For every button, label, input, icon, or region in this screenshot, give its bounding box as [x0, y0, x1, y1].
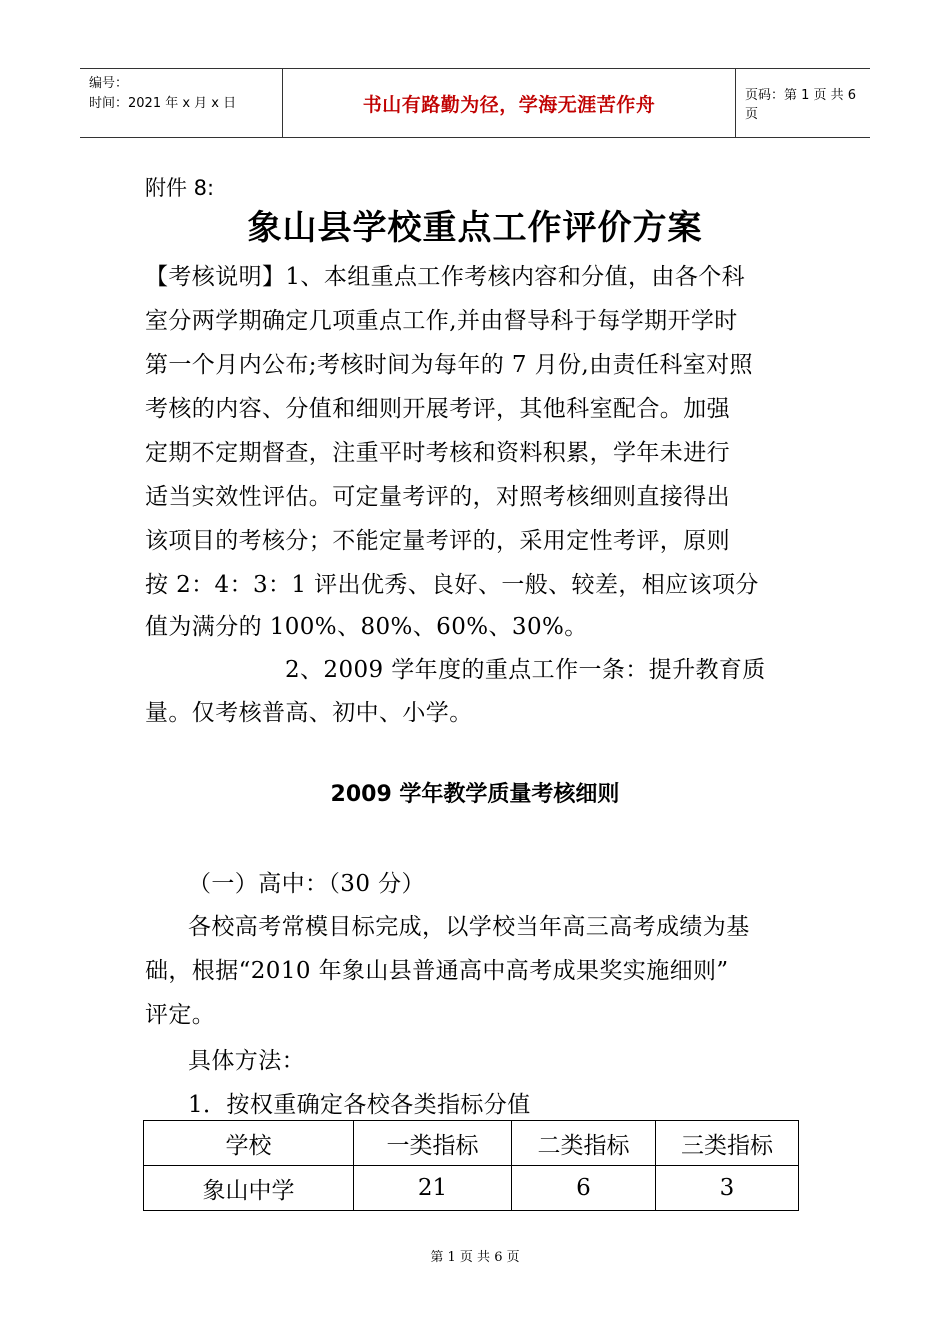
intro-line: 适当实效性评估。可定量考评的，对照考核细则直接得出 — [145, 484, 730, 510]
table-header-cell: 一类指标 — [354, 1121, 512, 1166]
header-page-info: 页码：第 1 页 共 6 页 — [745, 88, 857, 122]
intro-line: 定期不定期督查，注重平时考核和资料积累，学年未进行 — [145, 440, 730, 466]
page-footer: 第 1 页 共 6 页 — [430, 1250, 520, 1265]
body-line: 础，根据“2010 年象山县普通高中高考成果奖实施细则” — [145, 958, 729, 984]
body-line: 各校高考常模目标完成，以学校当年高三高考成绩为基 — [188, 914, 750, 940]
table-header-row — [144, 1121, 799, 1166]
index-table — [143, 1120, 799, 1211]
intro-line: 按 2：4：3：1 评出优秀、良好、一般、较差，相应该项分 — [145, 572, 759, 598]
section-heading: （一）高中：（30 分） — [188, 871, 425, 897]
intro-line: 该项目的考核分；不能定量考评的，采用定性考评，原则 — [145, 528, 730, 554]
header-motto-cell — [282, 69, 736, 137]
body-line: 评定。 — [145, 1002, 216, 1028]
motto-text: 书山有路勤为径，学海无涯苦作舟 — [362, 93, 656, 116]
table-cell: 3 — [656, 1166, 799, 1211]
table-cell: 6 — [512, 1166, 656, 1211]
document-title: 象山县学校重点工作评价方案 — [247, 208, 703, 248]
table-header-cell: 二类指标 — [512, 1121, 656, 1166]
header-left-cell — [80, 69, 282, 137]
table-cell: 21 — [354, 1166, 512, 1211]
point2-line: 2、2009 学年度的重点工作一条：提升教育质 — [285, 657, 766, 683]
point2-line: 量。仅考核普高、初中、小学。 — [145, 700, 473, 726]
table-cell: 象山中学 — [144, 1166, 354, 1211]
table-row — [144, 1166, 799, 1211]
number-label: 编号： — [89, 76, 129, 91]
intro-line: 室分两学期确定几项重点工作,并由督导科于每学期开学时 — [145, 308, 738, 334]
method-item: 1．按权重确定各校各类指标分值 — [188, 1092, 531, 1118]
table-header-cell: 学校 — [144, 1121, 354, 1166]
intro-line: 【考核说明】1、本组重点工作考核内容和分值，由各个科 — [145, 264, 746, 290]
page-header — [80, 68, 870, 138]
intro-line: 考核的内容、分值和细则开展考评，其他科室配合。加强 — [145, 396, 730, 422]
table-header-cell: 三类指标 — [656, 1121, 799, 1166]
intro-line: 第一个月内公布;考核时间为每年的 7 月份,由责任科室对照 — [145, 352, 753, 378]
intro-line: 值为满分的 100%、80%、60%、30%。 — [145, 614, 588, 640]
method-label: 具体方法： — [188, 1048, 305, 1074]
date-label: 时间：2021 年 x 月 x 日 — [89, 96, 237, 111]
section-subtitle: 2009 学年教学质量考核细则 — [330, 782, 620, 807]
attachment-label: 附件 8: — [145, 176, 215, 200]
